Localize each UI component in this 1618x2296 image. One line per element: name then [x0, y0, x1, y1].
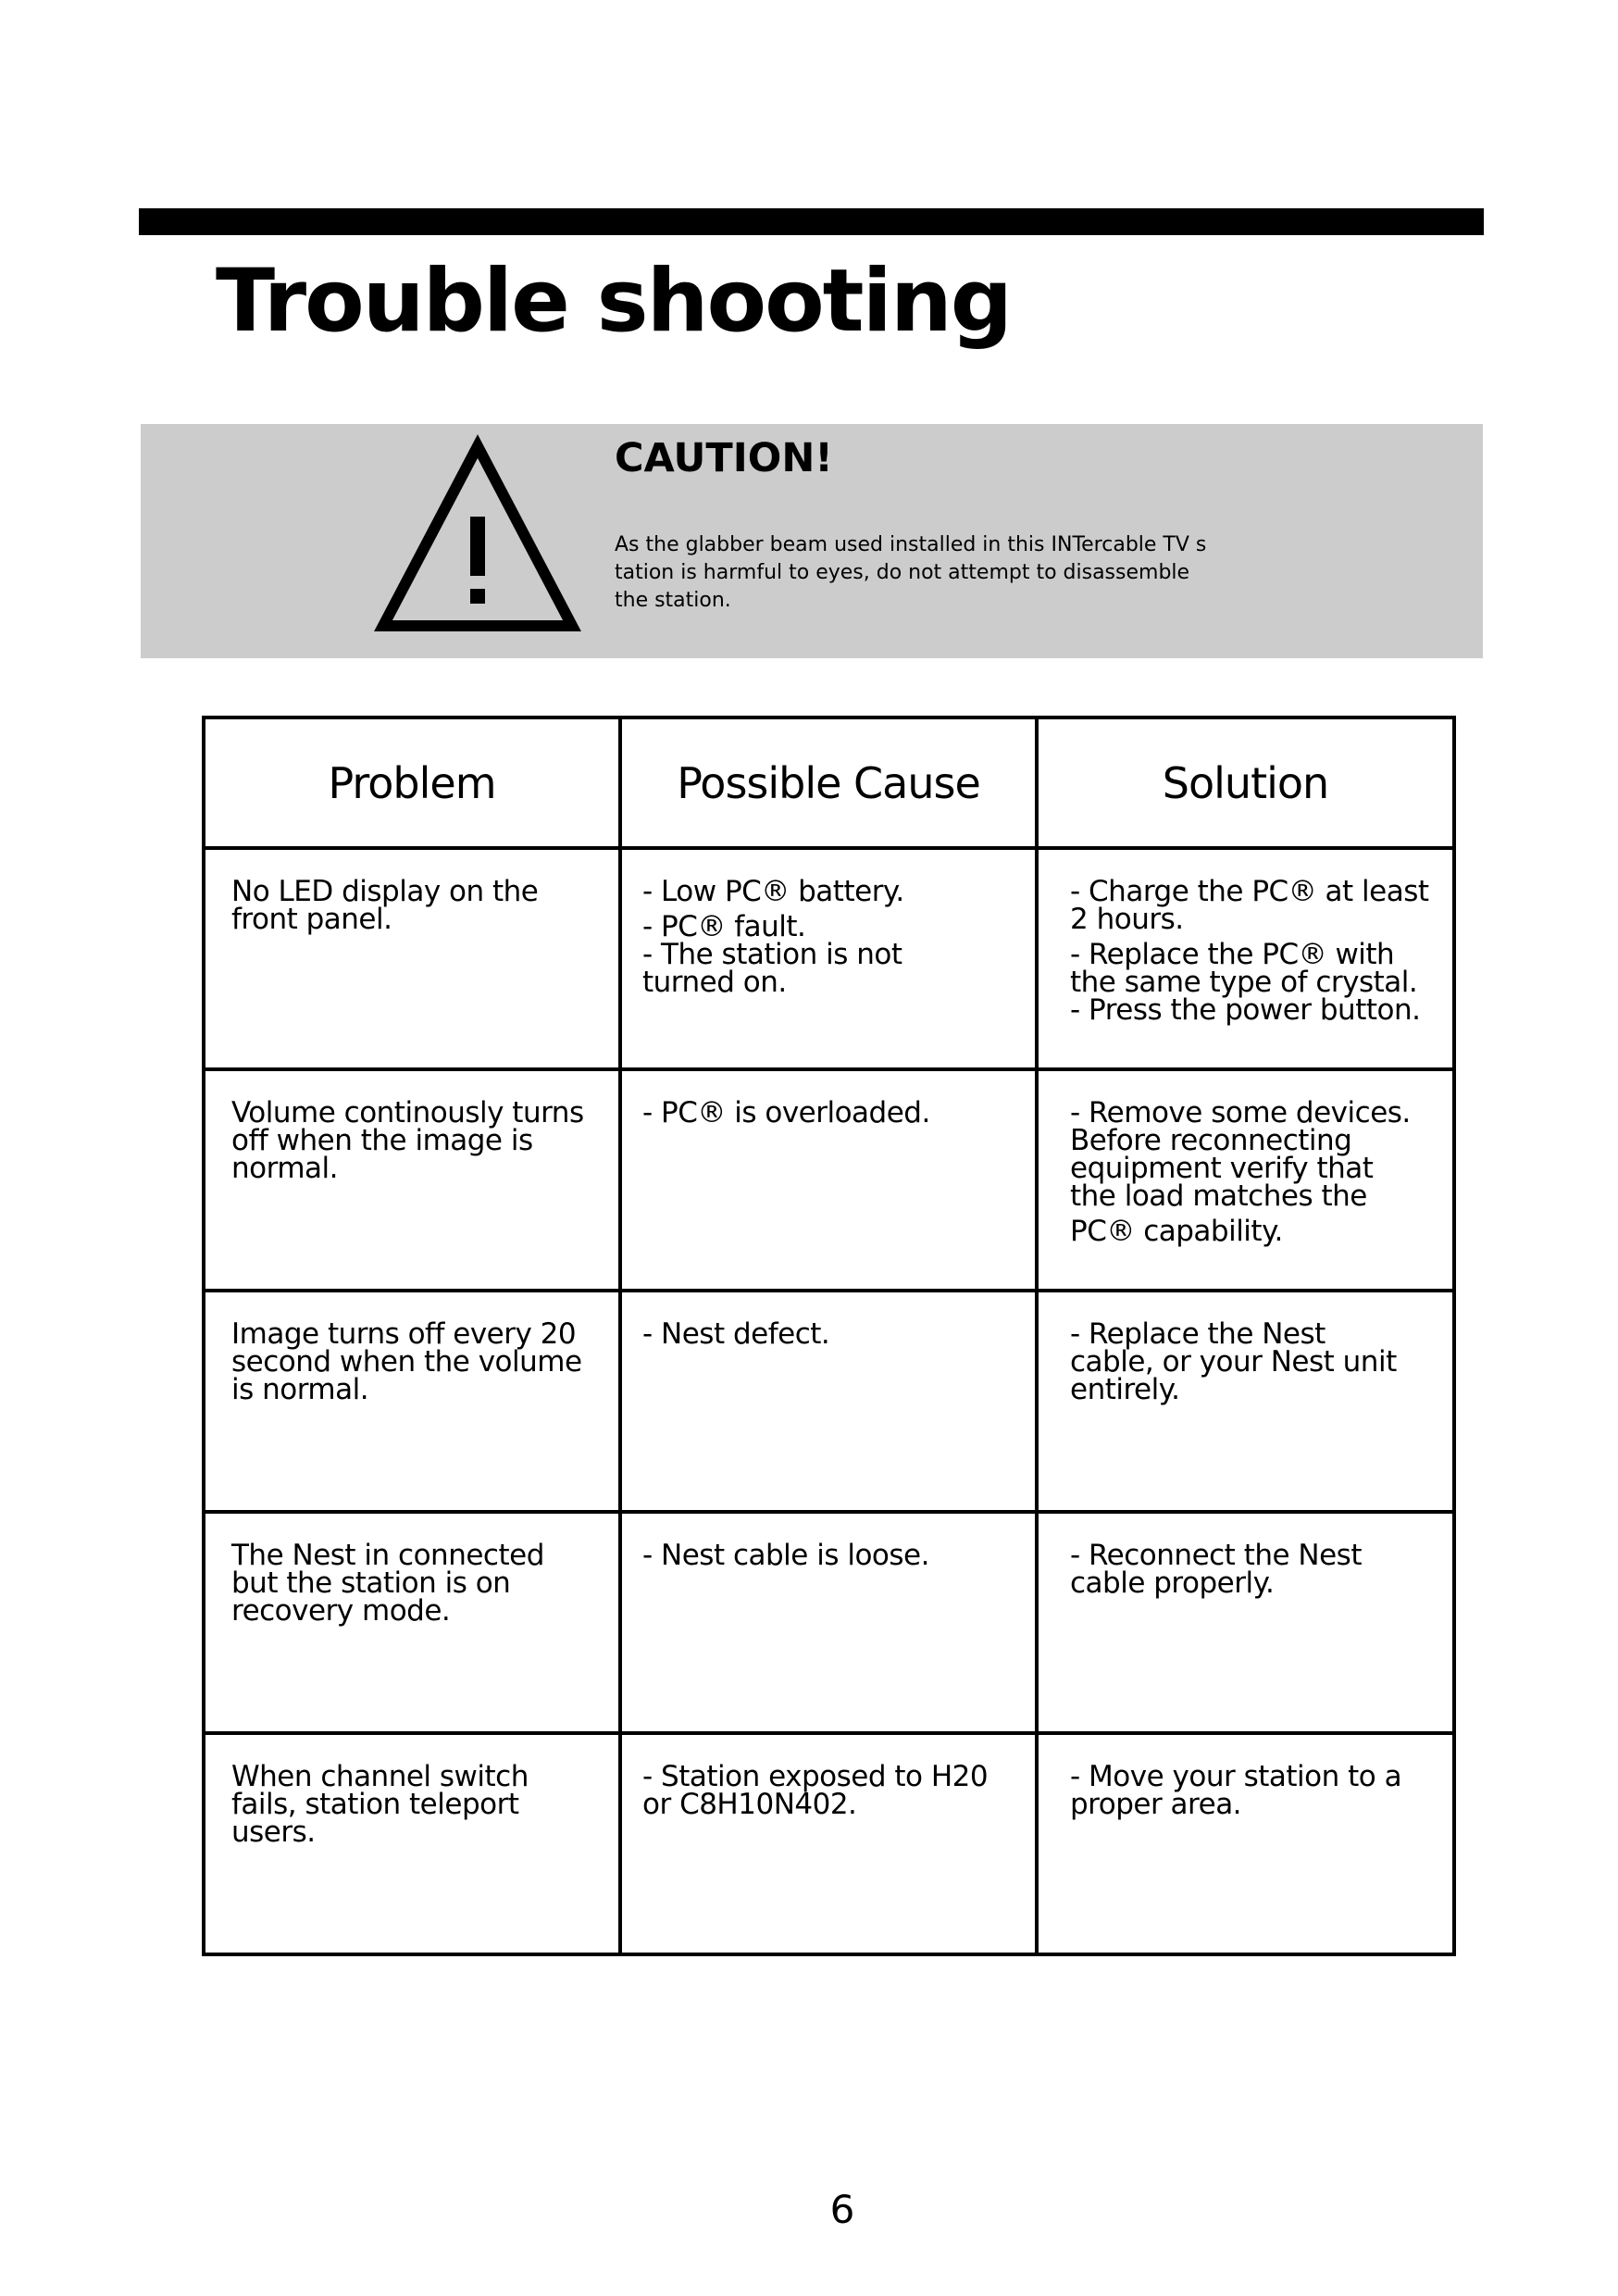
caution-line: tation is harmful to eyes, do not attempt to disassemble	[615, 561, 1190, 584]
header-possible-cause: Possible Cause	[620, 718, 1037, 848]
page-title: Trouble shooting	[216, 251, 1012, 352]
cell-line: is normal.	[231, 1373, 369, 1406]
cell-line: Image turns off every 20	[231, 1317, 577, 1351]
cell-line: recovery mode.	[231, 1594, 451, 1628]
cell-line: - Nest defect.	[642, 1317, 830, 1351]
caution-line: As the glabber beam used installed in this INTercable TV s	[615, 533, 1207, 556]
cell-line: equipment verify that	[1070, 1152, 1374, 1185]
problem-cell	[204, 1512, 620, 1733]
problem-cell	[204, 1291, 620, 1512]
cell-line: - Replace the Nest	[1070, 1317, 1326, 1351]
cell-line: - Nest cable is loose.	[642, 1539, 929, 1572]
cell-line: front panel.	[231, 903, 392, 936]
table-row	[204, 1733, 1454, 1954]
cell-line: turned on.	[642, 966, 787, 999]
cell-line: the load matches the	[1070, 1179, 1367, 1213]
cell-line: Volume continously turns	[231, 1096, 584, 1129]
cell-line: fails, station teleport	[231, 1788, 519, 1821]
cell-line: users.	[231, 1816, 316, 1849]
title-rule	[139, 208, 1484, 235]
cell-line: - Press the power button.	[1070, 993, 1421, 1027]
table-row	[204, 1069, 1454, 1291]
solution-cell	[1037, 1069, 1454, 1291]
cell-line: - Low PC® battery.	[642, 875, 904, 908]
warning-triangle-icon	[374, 433, 581, 637]
table-row	[204, 848, 1454, 1069]
cell-line: second when the volume	[231, 1345, 582, 1379]
cause-cell	[620, 1069, 1037, 1291]
cell-line: PC® capability.	[1070, 1215, 1283, 1248]
table-row	[204, 1291, 1454, 1512]
solution-cell	[1037, 1733, 1454, 1954]
cell-line: - Station exposed to H20	[642, 1760, 989, 1793]
cell-line: - Charge the PC® at least	[1070, 875, 1429, 908]
cell-line: - Move your station to a	[1070, 1760, 1402, 1793]
cell-line: - The station is not	[642, 938, 902, 971]
table-header-row	[204, 718, 1454, 848]
solution-cell	[1037, 1512, 1454, 1733]
cell-line: proper area.	[1070, 1788, 1242, 1821]
cell-line: - PC® fault.	[642, 910, 806, 943]
cell-line: or C8H10N402.	[642, 1788, 857, 1821]
cell-line: off when the image is	[231, 1124, 533, 1157]
header-problem: Problem	[204, 718, 620, 848]
cell-line: - Reconnect the Nest	[1070, 1539, 1362, 1572]
cell-line: - PC® is overloaded.	[642, 1096, 930, 1129]
cause-cell	[620, 1733, 1037, 1954]
cell-line: the same type of crystal.	[1070, 966, 1418, 999]
cell-line: entirely.	[1070, 1373, 1180, 1406]
cell-line: normal.	[231, 1152, 338, 1185]
problem-cell	[204, 848, 620, 1069]
cell-line: but the station is on	[231, 1566, 511, 1600]
header-solution: Solution	[1037, 718, 1454, 848]
cell-line: Before reconnecting	[1070, 1124, 1352, 1157]
cell-line: cable properly.	[1070, 1566, 1275, 1600]
cell-line: The Nest in connected	[231, 1539, 544, 1572]
caution-heading: CAUTION!	[615, 435, 833, 481]
cause-cell	[620, 848, 1037, 1069]
caution-line: the station.	[615, 589, 731, 612]
problem-cell	[204, 1069, 620, 1291]
cell-line: No LED display on the	[231, 875, 539, 908]
cell-line: 2 hours.	[1070, 903, 1184, 936]
problem-cell	[204, 1733, 620, 1954]
cell-line: When channel switch	[231, 1760, 529, 1793]
solution-cell	[1037, 1291, 1454, 1512]
page-number: 6	[829, 2187, 855, 2232]
caution-box	[141, 424, 1483, 658]
cause-cell	[620, 1512, 1037, 1733]
troubleshooting-table	[202, 716, 1456, 1956]
cell-line: - Replace the PC® with	[1070, 938, 1395, 971]
cell-line: - Remove some devices.	[1070, 1096, 1411, 1129]
table-row	[204, 1512, 1454, 1733]
solution-cell	[1037, 848, 1454, 1069]
cell-line: cable, or your Nest unit	[1070, 1345, 1397, 1379]
cause-cell	[620, 1291, 1037, 1512]
caution-text	[615, 531, 1263, 615]
